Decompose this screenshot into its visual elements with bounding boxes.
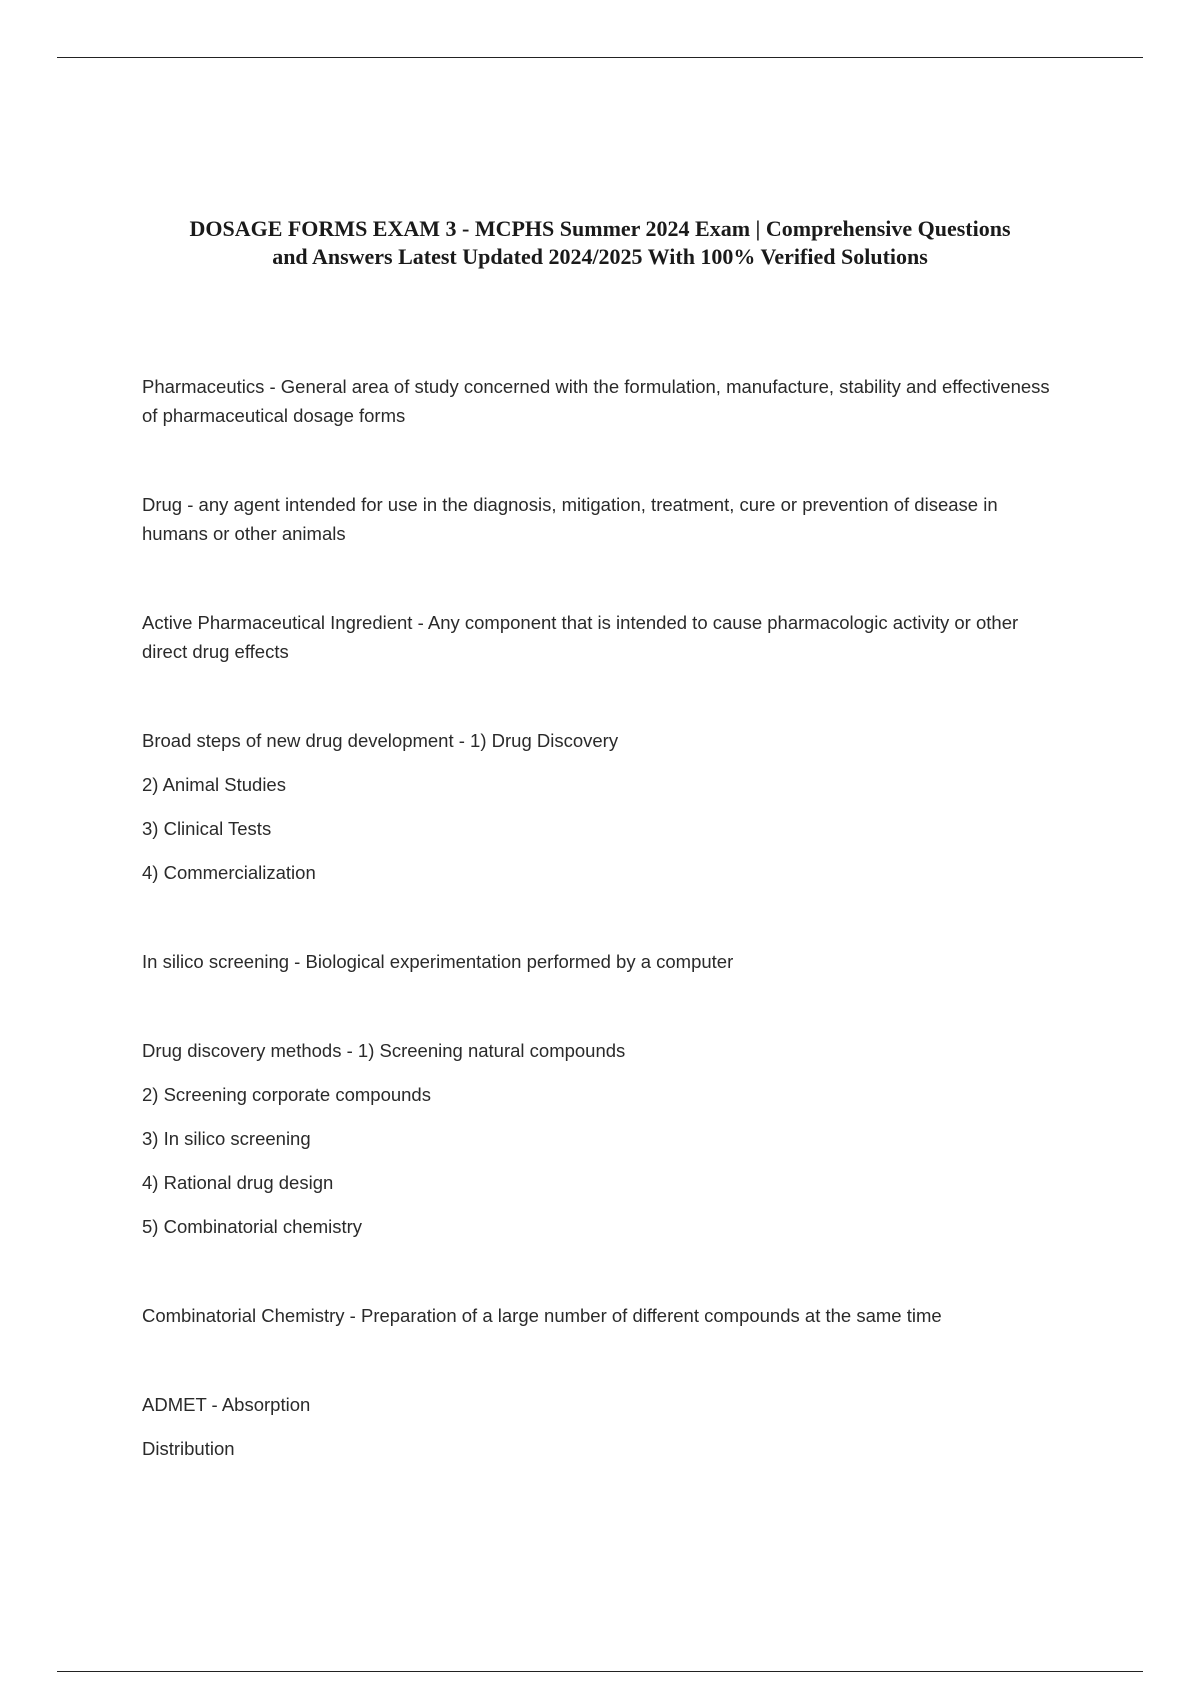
entry-active-ingredient	[142, 608, 1062, 666]
entry-text: In silico screening - Biological experimentation performed by a computer	[142, 951, 734, 972]
entry-text: Pharmaceutics - General area of study concerned with the formulation, manufacture, stability and effectiveness of pharmaceutical dosage forms	[142, 376, 1050, 426]
entry-pharmaceutics	[142, 372, 1062, 430]
entry-step: 4) Commercialization	[142, 862, 316, 883]
entry-admet	[142, 1390, 1062, 1463]
entry-text: ADMET - Absorption	[142, 1394, 311, 1415]
title-line-2: and Answers Latest Updated 2024/2025 With 100% Verified Solutions	[272, 244, 928, 269]
entry-step: 4) Rational drug design	[142, 1172, 334, 1193]
entry-in-silico	[142, 947, 1062, 976]
document-title	[120, 215, 1080, 271]
entry-step: 2) Animal Studies	[142, 774, 286, 795]
top-rule	[57, 57, 1143, 58]
entry-text: Drug - any agent intended for use in the diagnosis, mitigation, treatment, cure or prevention of disease in humans or other animals	[142, 494, 998, 544]
entry-step: Distribution	[142, 1438, 235, 1459]
entry-text: Active Pharmaceutical Ingredient - Any component that is intended to cause pharmacologic activity or other direct drug effects	[142, 612, 1019, 662]
entry-text: Combinatorial Chemistry - Preparation of a large number of different compounds at the same time	[142, 1305, 942, 1326]
entry-text: Broad steps of new drug development - 1) Drug Discovery	[142, 730, 619, 751]
entry-step: 3) In silico screening	[142, 1128, 311, 1149]
entry-drug	[142, 490, 1062, 548]
entry-step: 3) Clinical Tests	[142, 818, 272, 839]
entry-drug-development-steps	[142, 726, 1062, 887]
entry-text: Drug discovery methods - 1) Screening natural compounds	[142, 1040, 626, 1061]
entry-combinatorial-chemistry	[142, 1301, 1062, 1330]
entry-drug-discovery-methods	[142, 1036, 1062, 1241]
entry-step: 2) Screening corporate compounds	[142, 1084, 431, 1105]
entry-step: 5) Combinatorial chemistry	[142, 1216, 363, 1237]
document-body	[142, 372, 1062, 1523]
bottom-rule	[57, 1671, 1143, 1672]
title-line-1: DOSAGE FORMS EXAM 3 - MCPHS Summer 2024 Exam | Comprehensive Questions	[189, 216, 1011, 241]
